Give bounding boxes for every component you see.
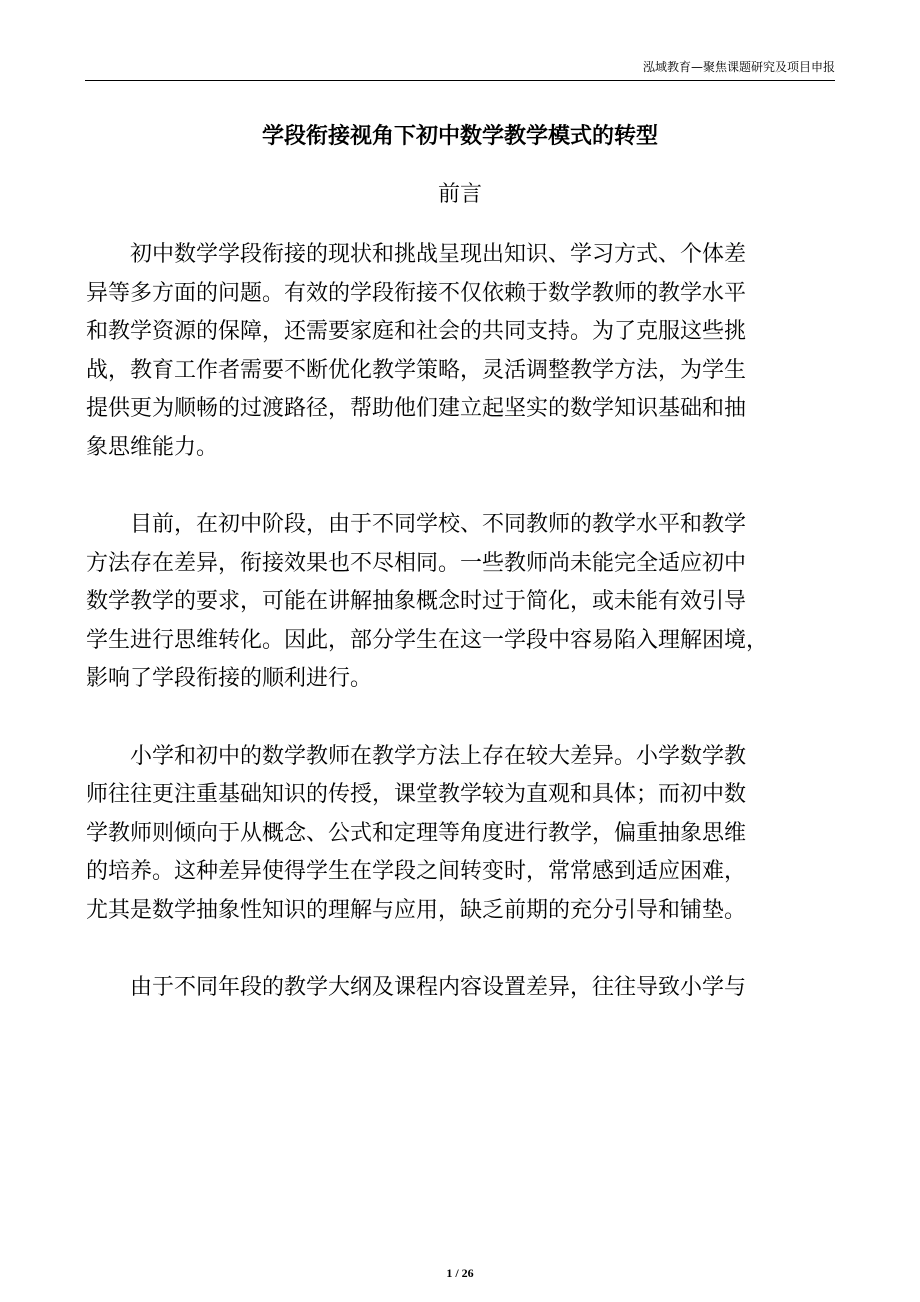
paragraph-line: 的培养。这种差异使得学生在学段之间转变时，常常感到适应困难， xyxy=(86,859,747,884)
paragraph-line: 尤其是数学抽象性知识的理解与应用，缺乏前期的充分引导和铺垫。 xyxy=(86,897,747,923)
paragraph-line: 小学和初中的数学教师在教学方法上存在较大差异。小学数学教 xyxy=(130,743,747,769)
paragraph-line: 学教师则倾向于从概念、公式和定理等角度进行教学，偏重抽象思维 xyxy=(86,820,747,846)
paragraph-line: 师往往更注重基础知识的传授，课堂教学较为直观和具体；而初中数 xyxy=(86,782,747,807)
paragraph-line: 影响了学段衔接的顺利进行。 xyxy=(86,666,373,691)
paragraph xyxy=(86,969,834,1008)
section-heading: 前言 xyxy=(437,182,482,207)
paragraph-line: 学生进行思维转化。因此，部分学生在这一学段中容易陷入理解困境， xyxy=(86,627,769,653)
paragraph-line: 初中数学学段衔接的现状和挑战呈现出知识、学习方式、个体差 xyxy=(130,242,747,267)
document-header: 泓域教育—聚焦课题研究及项目申报 xyxy=(642,60,835,74)
paragraph-line: 象思维能力。 xyxy=(86,434,219,460)
paragraph-line: 方法存在差异，衔接效果也不尽相同。一些教师尚未能完全适应初中 xyxy=(86,550,747,576)
page-number: 1 / 26 xyxy=(446,1266,474,1280)
paragraph-line: 目前，在初中阶段，由于不同学校、不同教师的教学水平和教学 xyxy=(130,512,747,537)
paragraph xyxy=(86,738,834,931)
paragraph xyxy=(86,236,834,467)
document-title: 学段衔接视角下初中数学教学模式的转型 xyxy=(261,124,658,149)
paragraph-line: 提供更为顺畅的过渡路径，帮助他们建立起坚实的数学知识基础和抽 xyxy=(86,396,747,421)
paragraph-line: 战，教育工作者需要不断优化教学策略，灵活调整教学方法，为学生 xyxy=(86,357,747,383)
header-divider xyxy=(85,80,835,81)
paragraph-line: 和教学资源的保障，还需要家庭和社会的共同支持。为了克服这些挑 xyxy=(86,319,747,344)
paragraph-line: 数学教学的要求，可能在讲解抽象概念时过于简化，或未能有效引导 xyxy=(86,589,747,614)
paragraph-line: 由于不同年段的教学大纲及课程内容设置差异，往往导致小学与 xyxy=(130,975,747,1000)
paragraph xyxy=(86,506,834,699)
document-body xyxy=(86,236,834,1047)
paragraph-line: 异等多方面的问题。有效的学段衔接不仅依赖于数学教师的教学水平 xyxy=(86,280,747,306)
